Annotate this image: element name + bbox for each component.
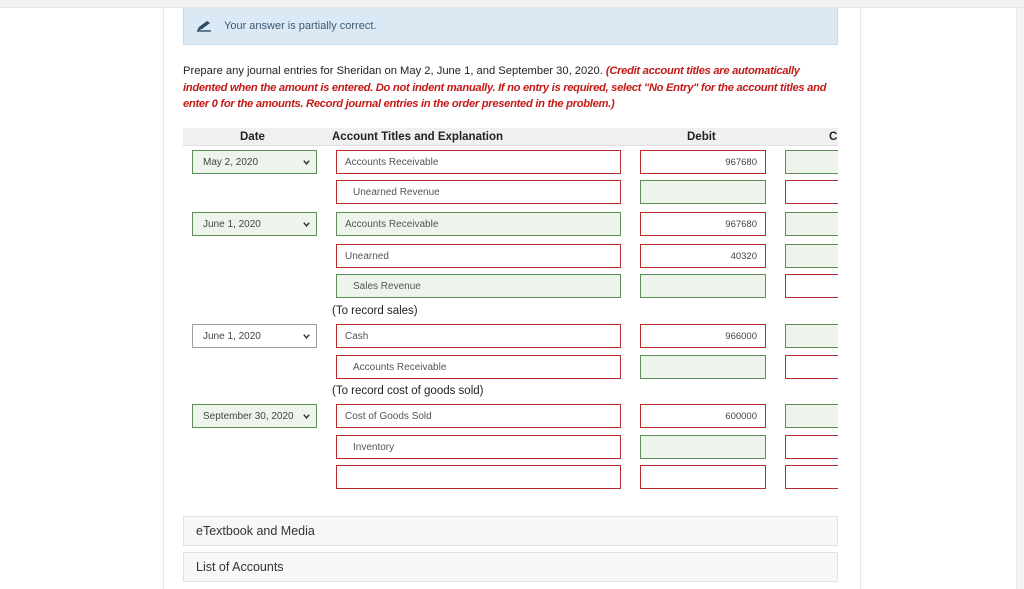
credit-field-4-2[interactable] [785,435,838,459]
date-select-4[interactable] [192,404,317,428]
credit-field-4-1[interactable] [785,404,838,428]
debit-field-4-3[interactable] [640,465,766,489]
instructions-warning: (Credit account titles are automatically indented when the amount is entered. Do not indent manually. If no entry is required, select "No Entry" for the account titles and enter 0 for the amounts. Record journal entries in the order presented in the problem.) [183,65,827,110]
credit-field-2-1[interactable] [785,212,838,236]
account-field-4-3[interactable] [336,465,621,489]
right-panel [860,8,1024,589]
debit-field-2-3[interactable] [640,274,766,298]
table-header [183,128,838,146]
debit-field-3-2[interactable] [640,355,766,379]
pencil-icon [196,17,214,35]
chevron-down-icon [302,412,311,421]
entry-note-sales: (To record sales) [332,305,418,317]
account-field-4-2[interactable]: Inventory [336,435,621,459]
instructions [183,63,843,113]
credit-field-1-2[interactable] [785,180,838,204]
debit-field-2-2[interactable]: 40320 [640,244,766,268]
debit-field-4-1[interactable]: 600000 [640,404,766,428]
credit-field-3-1[interactable] [785,324,838,348]
instructions-text: Prepare any journal entries for Sheridan on May 2, June 1, and September 30, 2020. [183,65,603,77]
chevron-down-icon [302,332,311,341]
debit-field-4-2[interactable] [640,435,766,459]
account-field-2-2[interactable]: Unearned [336,244,621,268]
account-header: Account Titles and Explanation [332,131,504,143]
account-field-2-3[interactable]: Sales Revenue [336,274,621,298]
scrollbar[interactable] [1016,8,1024,589]
date-value: June 1, 2020 [203,218,261,230]
debit-field-3-1[interactable]: 966000 [640,324,766,348]
account-field-1-1[interactable]: Accounts Receivable [336,150,621,174]
credit-header: C [829,131,838,143]
debit-field-2-1[interactable]: 967680 [640,212,766,236]
debit-field-1-1[interactable]: 967680 [640,150,766,174]
account-field-2-1[interactable]: Accounts Receivable [336,212,621,236]
entry-note-cogs: (To record cost of goods sold) [332,385,484,397]
account-field-3-2[interactable]: Accounts Receivable [336,355,621,379]
date-select-1[interactable] [192,150,317,174]
credit-field-3-2[interactable] [785,355,838,379]
credit-field-2-3[interactable] [785,274,838,298]
date-value: May 2, 2020 [203,156,259,168]
date-select-2[interactable] [192,212,317,236]
top-edge [0,0,1024,8]
date-value: September 30, 2020 [203,410,294,422]
date-select-3[interactable] [192,324,317,348]
list-of-accounts-link[interactable]: List of Accounts [183,552,838,582]
chevron-down-icon [302,158,311,167]
date-header: Date [240,131,265,143]
etextbook-link[interactable]: eTextbook and Media [183,516,838,546]
debit-field-1-2[interactable] [640,180,766,204]
date-value: June 1, 2020 [203,330,261,342]
account-field-1-2[interactable]: Unearned Revenue [336,180,621,204]
feedback-banner [183,8,838,45]
chevron-down-icon [302,220,311,229]
credit-field-4-3[interactable] [785,465,838,489]
credit-field-1-1[interactable] [785,150,838,174]
account-field-3-1[interactable]: Cash [336,324,621,348]
left-gutter [163,8,164,589]
account-field-4-1[interactable]: Cost of Goods Sold [336,404,621,428]
debit-header: Debit [687,131,716,143]
credit-field-2-2[interactable] [785,244,838,268]
feedback-message: Your answer is partially correct. [224,20,377,32]
